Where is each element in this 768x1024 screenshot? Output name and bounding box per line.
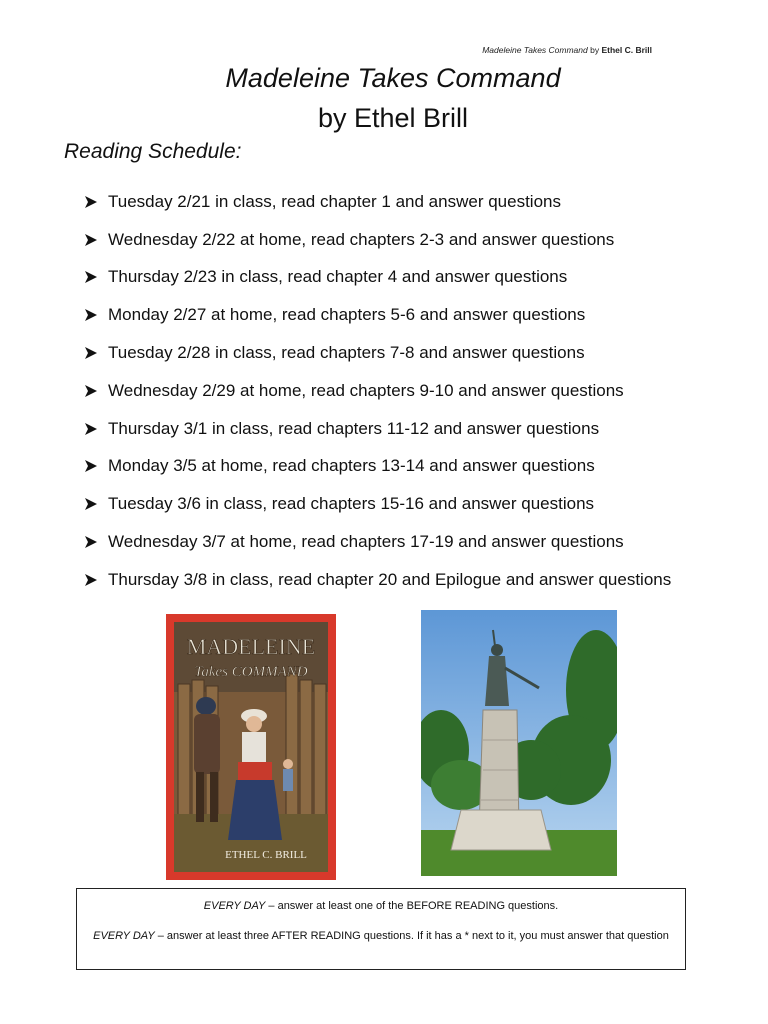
running-header-by: by [587,45,602,55]
schedule-item [84,259,671,297]
schedule-item [84,485,671,523]
schedule-item-text: Monday 2/27 at home, read chapters 5-6 and answer questions [108,305,586,325]
schedule-item [84,334,671,372]
arrow-bullet-icon [84,497,108,511]
schedule-item-text: Wednesday 2/29 at home, read chapters 9-10 and answer questions [108,380,624,400]
running-header-title: Madeleine Takes Command [482,45,588,55]
schedule-item-text: Thursday 3/8 in class, read chapter 20 and Epilogue and answer questions [108,569,672,589]
schedule-item [84,296,671,334]
arrow-bullet-icon [84,535,108,549]
document-subtitle: by Ethel Brill [317,103,469,133]
arrow-bullet-icon [84,573,108,587]
schedule-item-text: Wednesday 2/22 at home, read chapters 2-3 and answer questions [108,229,615,249]
before-reading-text: – answer at least one of the BEFORE READING questions. [265,900,559,912]
schedule-item [84,448,671,486]
daily-instructions-box [76,888,686,970]
schedule-item-text: Tuesday 2/21 in class, read chapter 1 and answer questions [108,191,561,211]
schedule-item-text: Monday 3/5 at home, read chapters 13-14 and answer questions [108,456,595,476]
schedule-item [84,561,671,599]
arrow-bullet-icon [84,195,108,209]
schedule-item-text: Thursday 2/23 in class, read chapter 4 and answer questions [108,267,568,287]
statue-photo [421,610,617,876]
schedule-item [84,523,671,561]
schedule-item [84,221,671,259]
book-cover-title-line1: MADELEINE [186,634,316,659]
daily-instruction-before [77,897,685,915]
arrow-bullet-icon [84,270,108,284]
every-day-label: EVERY DAY [203,900,266,912]
book-cover-title-line2: Takes COMMAND [194,664,308,680]
every-day-label: EVERY DAY [93,930,155,942]
schedule-item-text: Tuesday 2/28 in class, read chapters 7-8 and answer questions [108,343,585,363]
document-title: Madeleine Takes Command [225,63,561,93]
book-cover-image [166,614,336,880]
arrow-bullet-icon [84,459,108,473]
arrow-bullet-icon [84,384,108,398]
schedule-item [84,372,671,410]
schedule-heading: Reading Schedule: [64,140,242,163]
after-reading-text: – answer at least three AFTER READING questions. If it has a * next to it, you must answer that question [154,930,669,942]
schedule-list [84,183,671,599]
schedule-item-text: Thursday 3/1 in class, read chapters 11-12 and answer questions [108,418,600,438]
running-header-author: Ethel C. Brill [601,45,652,55]
schedule-item-text: Tuesday 3/6 in class, read chapters 15-16 and answer questions [108,494,595,514]
arrow-bullet-icon [84,346,108,360]
book-cover-author: ETHEL C. BRILL [225,849,307,861]
daily-instruction-after [77,927,685,945]
arrow-bullet-icon [84,233,108,247]
running-header [482,45,652,55]
arrow-bullet-icon [84,422,108,436]
schedule-item-text: Wednesday 3/7 at home, read chapters 17-19 and answer questions [108,532,624,552]
arrow-bullet-icon [84,308,108,322]
schedule-item [84,183,671,221]
schedule-item [84,410,671,448]
